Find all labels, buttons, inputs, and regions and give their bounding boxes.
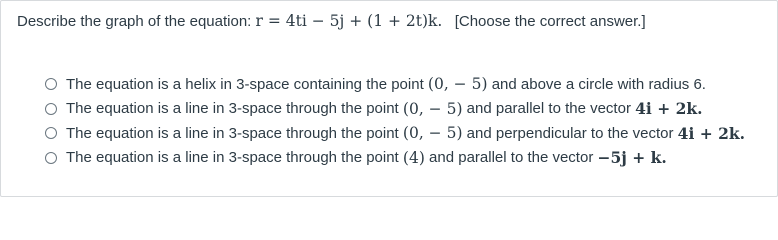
- answer-text: and above a circle with radius 6.: [491, 75, 706, 93]
- question-instruction: [Choose the correct answer.]: [454, 13, 646, 30]
- question-text: [17, 11, 646, 32]
- answer-math: (0, − 5): [402, 99, 463, 118]
- answer-option-3[interactable]: [45, 121, 745, 146]
- answer-list: [45, 72, 745, 170]
- answer-option-4[interactable]: [45, 146, 745, 171]
- answer-math: (4): [402, 148, 425, 167]
- radio-button-icon[interactable]: [45, 103, 57, 115]
- answer-vector: 4i + 2k.: [635, 99, 703, 119]
- answer-text: The equation is a line in 3-space through the point: [66, 100, 399, 118]
- answer-vector: −5j + k.: [597, 148, 667, 168]
- answer-vector: 4i + 2k.: [677, 123, 746, 143]
- answer-text: and parallel to the vector: [466, 100, 631, 118]
- question-equation: r = 4ti − 5j + (1 + 2t)k.: [255, 12, 443, 30]
- radio-button-icon[interactable]: [45, 78, 57, 90]
- answer-option-2[interactable]: [45, 97, 745, 122]
- radio-button-icon[interactable]: [45, 127, 57, 139]
- answer-text: The equation is a helix in 3-space containing the point: [66, 75, 424, 93]
- answer-math: (0, − 5): [402, 124, 463, 143]
- answer-text: and perpendicular to the vector: [466, 124, 674, 142]
- radio-button-icon[interactable]: [45, 152, 57, 164]
- answer-text: The equation is a line in 3-space through the point: [66, 124, 399, 142]
- answer-text: The equation is a line in 3-space through the point: [66, 149, 399, 167]
- question-prefix: Describe the graph of the equation:: [17, 13, 252, 30]
- answer-option-1[interactable]: [45, 72, 745, 97]
- answer-math: (0, − 5): [427, 75, 488, 94]
- answer-text: and parallel to the vector: [429, 149, 594, 167]
